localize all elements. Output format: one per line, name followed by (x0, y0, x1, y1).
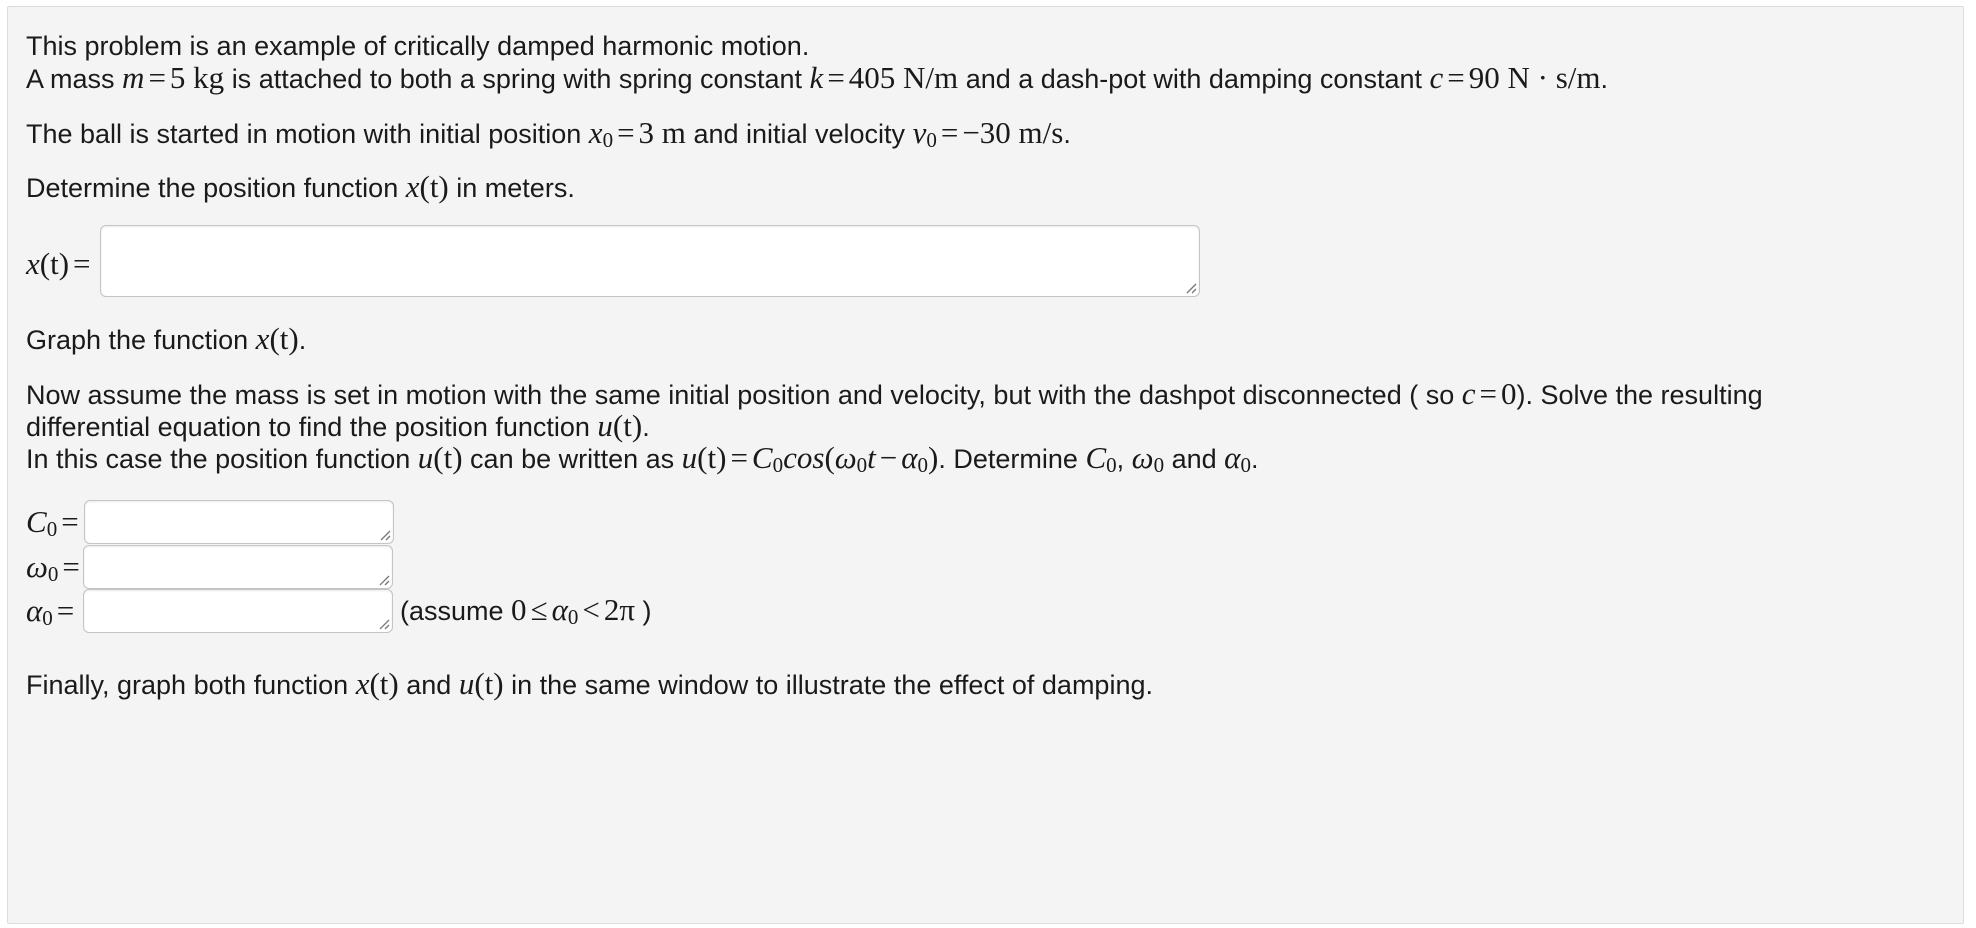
period: . (642, 412, 650, 442)
m-symbol: m (122, 60, 145, 95)
alpha0-label (26, 591, 78, 638)
intro-line-2 (26, 61, 1608, 96)
alpha-assumption (400, 593, 652, 634)
c-zero: 0 (1500, 376, 1517, 411)
xt-arg: (t) (39, 246, 70, 281)
finally-post: in the same window to illustrate the effect of damping. (511, 670, 1153, 700)
equals: = (1447, 60, 1465, 95)
u-arg: (t) (612, 408, 643, 443)
intro-line-1 (26, 29, 809, 63)
C0-input[interactable] (84, 500, 394, 544)
xt-label (26, 244, 95, 284)
now-line3-mid: can be written as (470, 444, 675, 474)
dash-text: and a dash-pot with damping constant (965, 64, 1422, 94)
graph-instruction (26, 322, 306, 357)
alpha-subscript: 0 (1240, 453, 1251, 477)
equals: = (56, 593, 75, 628)
close-paren: ) (642, 596, 652, 626)
finally-pre: Finally, graph both function (26, 670, 349, 700)
equals: = (1479, 376, 1497, 411)
c-symbol: c (1461, 376, 1476, 411)
alpha-subscript: 0 (42, 606, 53, 630)
now-line-1 (26, 377, 1763, 412)
problem-panel (7, 6, 1964, 924)
equals: = (61, 504, 79, 539)
open-paren: ( (824, 440, 835, 475)
now-line-2 (26, 409, 650, 444)
omega-subscript: 0 (47, 562, 59, 586)
intro-text: This problem is an example of critically damped harmonic motion. (26, 31, 810, 61)
spring-text: is attached to both a spring with spring constant (231, 64, 803, 94)
and-text: and (406, 670, 452, 700)
initial-pre: The ball is started in motion with initial position (26, 119, 582, 149)
u-arg: (t) (474, 666, 504, 701)
now-line3-pre: In this case the position function (26, 444, 411, 474)
xt-var: x (26, 246, 40, 281)
C-subscript: 0 (1106, 453, 1117, 477)
now-line1-post: ). Solve the resulting (1516, 380, 1763, 410)
m-value: 5 kg (169, 60, 225, 95)
u-fn: u (458, 666, 475, 701)
now-line1-pre: Now assume the mass is set in motion with the same initial position and velocity, but with the dashpot disconnected ( so (26, 380, 1455, 410)
omega0-input[interactable] (83, 545, 393, 589)
mass-pre: A mass (26, 64, 115, 94)
determine-post: in meters. (456, 173, 575, 203)
equals: = (827, 60, 845, 95)
C0-label (26, 502, 83, 549)
minus: − (879, 440, 898, 475)
period: . (298, 325, 307, 355)
assume-pre: (assume (400, 596, 504, 626)
v0-value: −30 m/s (962, 115, 1064, 150)
k-value: 405 N/m (848, 60, 959, 95)
x0-symbol: x (588, 115, 603, 150)
u-arg: (t) (433, 440, 463, 475)
determine-instruction (26, 170, 575, 205)
determine-pre: Determine the position function (26, 173, 399, 203)
alpha-symbol: α (26, 593, 43, 628)
lt-sign: < (582, 592, 600, 627)
initial-mid: and initial velocity (693, 119, 906, 149)
alpha-subscript: 0 (567, 605, 579, 629)
x-arg: (t) (269, 321, 299, 356)
equals: = (940, 115, 959, 150)
now-determine: . Determine (938, 444, 1078, 474)
cos-text: cos (783, 440, 825, 475)
omega-subscript: 0 (856, 453, 868, 477)
equals: = (148, 60, 166, 95)
now-line-3 (26, 441, 1258, 482)
u-fn: u (597, 408, 613, 443)
period: . (1250, 444, 1259, 474)
C-subscript: 0 (772, 453, 784, 477)
v0-subscript: 0 (926, 128, 937, 152)
omega-subscript: 0 (1153, 453, 1165, 477)
period: . (1600, 64, 1609, 94)
equals: = (73, 246, 91, 281)
v0-symbol: v (912, 115, 927, 150)
x-fn: x (405, 169, 420, 204)
c-value: 90 N · s/m (1468, 60, 1601, 95)
x-arg: (t) (419, 169, 449, 204)
x0-value: 3 m (638, 115, 686, 150)
u-fn: u (417, 440, 434, 475)
and-text: and (1171, 444, 1217, 474)
c-symbol: c (1429, 60, 1444, 95)
period: . (1063, 119, 1071, 149)
omega0-label (26, 547, 84, 594)
x-fn: x (255, 321, 270, 356)
zero: 0 (511, 592, 527, 627)
u-arg: (t) (697, 440, 727, 475)
xt-answer-input[interactable] (100, 225, 1200, 297)
initial-conditions (26, 116, 1071, 157)
C-symbol: C (751, 440, 773, 475)
le-sign: ≤ (530, 592, 548, 627)
alpha0-input[interactable] (83, 589, 393, 633)
t-symbol: t (867, 440, 876, 475)
two-pi: 2π (603, 592, 635, 627)
graph-pre: Graph the function (26, 325, 249, 355)
x0-subscript: 0 (602, 128, 614, 152)
omega-symbol: ω (834, 440, 857, 475)
x-fn: x (355, 666, 370, 701)
finally-instruction (26, 667, 1153, 702)
omega-symbol: ω (1131, 440, 1154, 475)
alpha-symbol: α (1224, 440, 1241, 475)
u-formula (681, 440, 939, 477)
C-subscript: 0 (46, 517, 58, 541)
alpha-symbol: α (551, 592, 568, 627)
close-paren: ) (928, 440, 939, 475)
k-symbol: k (809, 60, 824, 95)
equals: = (62, 549, 80, 584)
C-symbol: C (26, 504, 47, 539)
u-fn: u (681, 440, 698, 475)
omega-symbol: ω (26, 549, 48, 584)
alpha-symbol: α (901, 440, 918, 475)
alpha-subscript: 0 (917, 453, 929, 477)
x-arg: (t) (369, 666, 399, 701)
C-symbol: C (1085, 440, 1107, 475)
now-line2-pre: differential equation to find the position function (26, 412, 590, 442)
equals: = (617, 115, 635, 150)
comma: , (1116, 444, 1125, 474)
equals: = (730, 440, 748, 475)
